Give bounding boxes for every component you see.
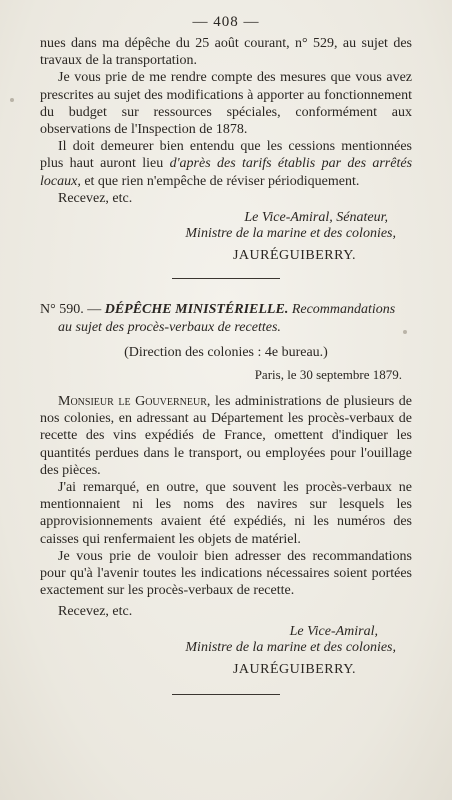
paragraph-continuation: nues dans ma dépêche du 25 août courant, n° 529, au sujet des travaux de la transportation. — [40, 36, 412, 69]
cessions-text-start: Il doit demeurer bien entendu que les cessions mentionnées plus haut auront lieu — [40, 139, 412, 172]
dispatch-title: DÉPÊCHE MINISTÉRIELLE. — [104, 302, 289, 318]
signatory-name-2: JAURÉGUIBERRY. — [232, 661, 356, 677]
dispatch-590 — [40, 301, 412, 678]
signatory-ministry-2: Ministre de la marine et des colonies, — [185, 639, 396, 655]
dispatch-heading — [40, 301, 412, 336]
dispatch-title-rest: Recommandations — [291, 302, 396, 318]
section-divider — [172, 278, 280, 279]
dispatch-continuation — [40, 35, 412, 264]
signatory-ministry: Ministre de la marine et des colonies, — [185, 226, 396, 242]
salutation: Monsieur le Gouverneur, — [58, 394, 211, 410]
omissions-text: les administrations de plusieurs de nos colonies, en adressant au Département les procès-verbaux de recette des vins expédiés de France, omettent d'indiquer les quantités perdues dans le transport, ou employées pour l'ouillage des pièces. — [40, 394, 413, 478]
dispatch-number: N° 590. — — [40, 302, 105, 318]
page-number: — 408 — — [192, 14, 260, 30]
paragraph-omissions — [40, 393, 412, 479]
signatory-title: Le Vice-Amiral, Sénateur, — [244, 210, 388, 226]
end-divider — [172, 694, 280, 695]
dispatch-direction: (Direction des colonies : 4e bureau.) — [124, 345, 328, 361]
dispatch-subtitle: au sujet des procès-verbaux de recettes. — [58, 319, 281, 335]
paragraph-remarks: J'ai remarqué, en outre, que souvent les procès-verbaux ne mentionnaient ni les noms des navires sur lesquels les approvisionnements avaient été expédiés, ni les numéros des caisses qui renfermaient les objets de matériel. — [40, 480, 412, 547]
cessions-text-italic: d'après des tarifs établis par des arrêtés locaux, — [40, 156, 413, 189]
signatory-name: JAURÉGUIBERRY. — [232, 248, 356, 264]
closing-formula: Recevez, etc. — [58, 190, 133, 206]
dispatch-date: Paris, le 30 septembre 1879. — [254, 367, 402, 383]
paragraph-recommendations: Je vous prie de vouloir bien adresser des recommandations pour qu'à l'avenir toutes les indications nécessaires soient portées exactement sur les procès-verbaux de recette. — [40, 548, 412, 599]
paragraph-cessions — [40, 138, 412, 190]
cessions-text-end: et que rien n'empêche de réviser périodiquement. — [84, 173, 360, 189]
signatory-title-2: Le Vice-Amiral, — [289, 623, 378, 639]
closing-formula-2: Recevez, etc. — [58, 604, 133, 620]
paragraph-inspection: Je vous prie de me rendre compte des mesures que vous avez prescrites au sujet des modifications à apporter au fonctionnement du budget sur ressources spéciales, conformément aux observations de l'Inspection de 1878. — [40, 70, 412, 138]
